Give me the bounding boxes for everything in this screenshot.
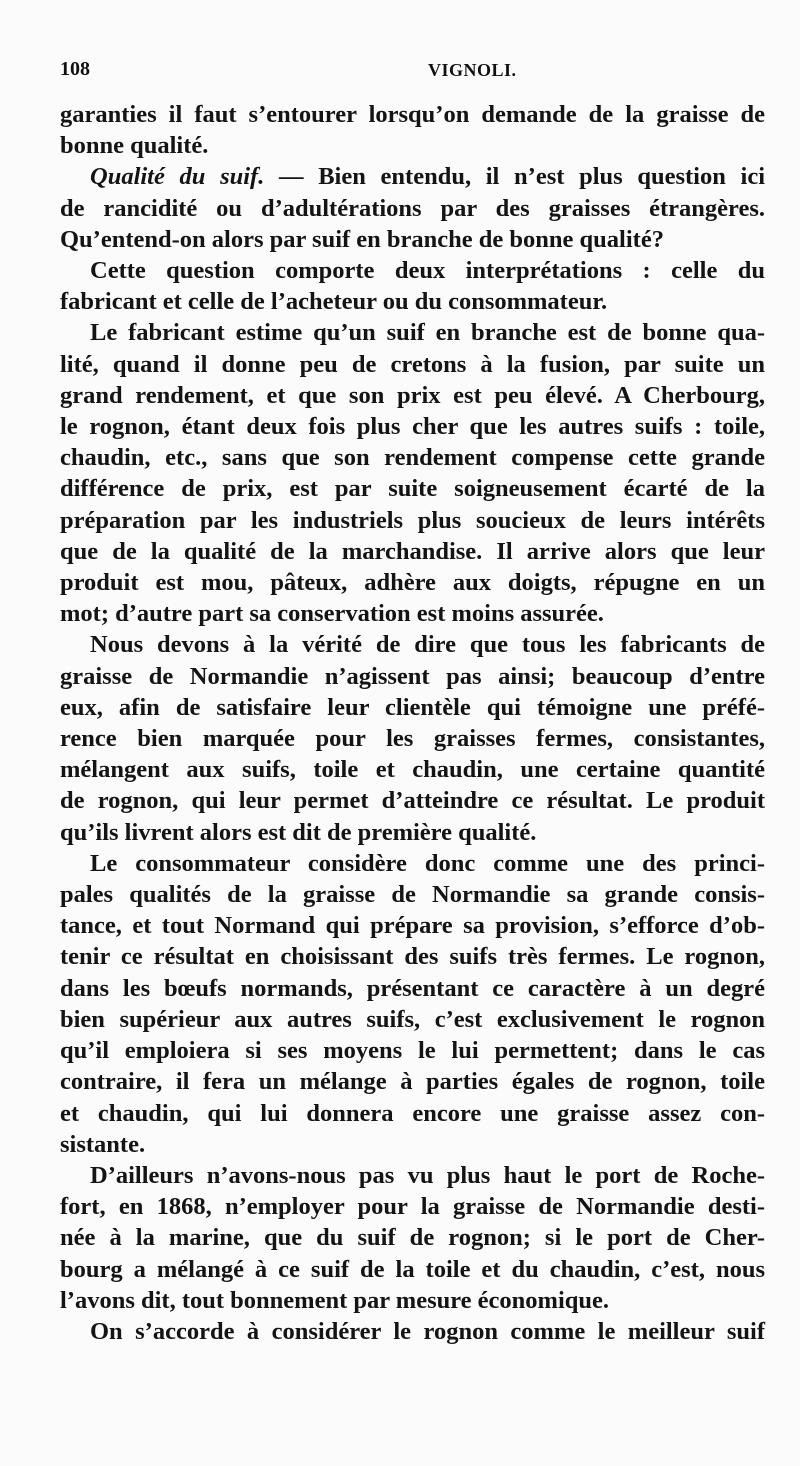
text-line: D’ailleurs n’avons-nous pas vu plus haut le port de Roche- [90,1161,765,1189]
text-line: sistante. [60,1130,146,1158]
text-line: rence bien marquée pour les graisses fermes, consistantes, [60,725,765,753]
text-line: fabricant et celle de l’acheteur ou du consommateur. [60,288,608,316]
text-line: grand rendement, et que son prix est peu élevé. A Cherbourg, [60,381,765,409]
text-line: de rognon, qui leur permet d’atteindre ce résultat. Le produit [60,787,765,815]
section-heading: Qualité du suif. [90,163,265,191]
text-line: de rancidité ou d’adultérations par des graisses étrangères. [60,194,765,222]
text-line: Qu’entend-on alors par suif en branche de bonne qualité? [60,225,664,253]
text-line: bonne qualité. [60,132,209,160]
text-line: et chaudin, qui lui donnera encore une graisse assez con- [60,1099,765,1127]
text-line: Cette question comporte deux interprétations : celle du [90,257,765,285]
text-line: pales qualités de la graisse de Normandie sa grande consis- [60,881,765,909]
text-line: qu’ils livrent alors est dit de première qualité. [60,818,537,846]
text-line: garanties il faut s’entourer lorsqu’on demande de la graisse de [60,101,765,128]
text-line: mélangent aux suifs, toile et chaudin, une certaine quantité [60,756,765,784]
text-line [60,161,765,192]
text-line: contraire, il fera un mélange à parties égales de rognon, toile [60,1068,765,1096]
text-line: eux, afin de satisfaire leur clientèle qui témoigne une préfé- [60,693,765,721]
text-line: l’avons dit, tout bonnement par mesure économique. [60,1286,610,1314]
text-line: On s’accorde à considérer le rognon comme le meilleur suif [90,1317,765,1345]
text-line: chaudin, etc., sans que son rendement compense cette grande [60,444,765,472]
running-head: VIGNOLI. [428,60,517,80]
body-text [60,99,765,1347]
text-line: tenir ce résultat en choisissant des suifs très fermes. Le rognon, [60,943,765,971]
text-line: préparation par les industriels plus soucieux de leurs intérêts [60,506,765,534]
text-line: Le fabricant estime qu’un suif en branche est de bonne qua- [90,319,765,347]
text-line: qu’il emploiera si ses moyens le lui permettent; dans le cas [60,1037,765,1065]
text-line: Nous devons à la vérité de dire que tous les fabricants de [90,631,765,659]
text-line: fort, en 1868, n’employer pour la graisse de Normandie desti- [60,1193,765,1221]
text-line: que de la qualité de la marchandise. Il arrive alors que leur [60,537,765,565]
text-line: lité, quand il donne peu de cretons à la fusion, par suite un [60,350,765,378]
text-line: Le consommateur considère donc comme une des princi- [90,849,765,877]
text-line: née à la marine, que du suif de rognon; si le port de Cher- [60,1224,765,1252]
text-line: différence de prix, est par suite soigneusement écarté de la [60,475,765,503]
text-line: mot; d’autre part sa conservation est moins assurée. [60,600,604,628]
page-number: 108 [60,58,90,80]
text-line: dans les bœufs normands, présentant ce caractère à un degré [60,974,765,1002]
text-line: bien supérieur aux autres suifs, c’est exclusivement le rognon [60,1005,765,1033]
text-line: bourg a mélangé à ce suif de la toile et du chaudin, c’est, nous [60,1255,765,1283]
text-line: le rognon, étant deux fois plus cher que les autres suifs : toile, [60,413,765,441]
text-line: tance, et tout Normand qui prépare sa provision, s’efforce d’ob- [60,912,765,940]
page-header [60,58,765,88]
text-line-content: — Bien entendu, il n’est plus question ici [279,163,765,191]
text-line: graisse de Normandie n’agissent pas ainsi; beaucoup d’entre [60,662,765,690]
text-line: produit est mou, pâteux, adhère aux doigts, répugne en un [60,569,765,597]
